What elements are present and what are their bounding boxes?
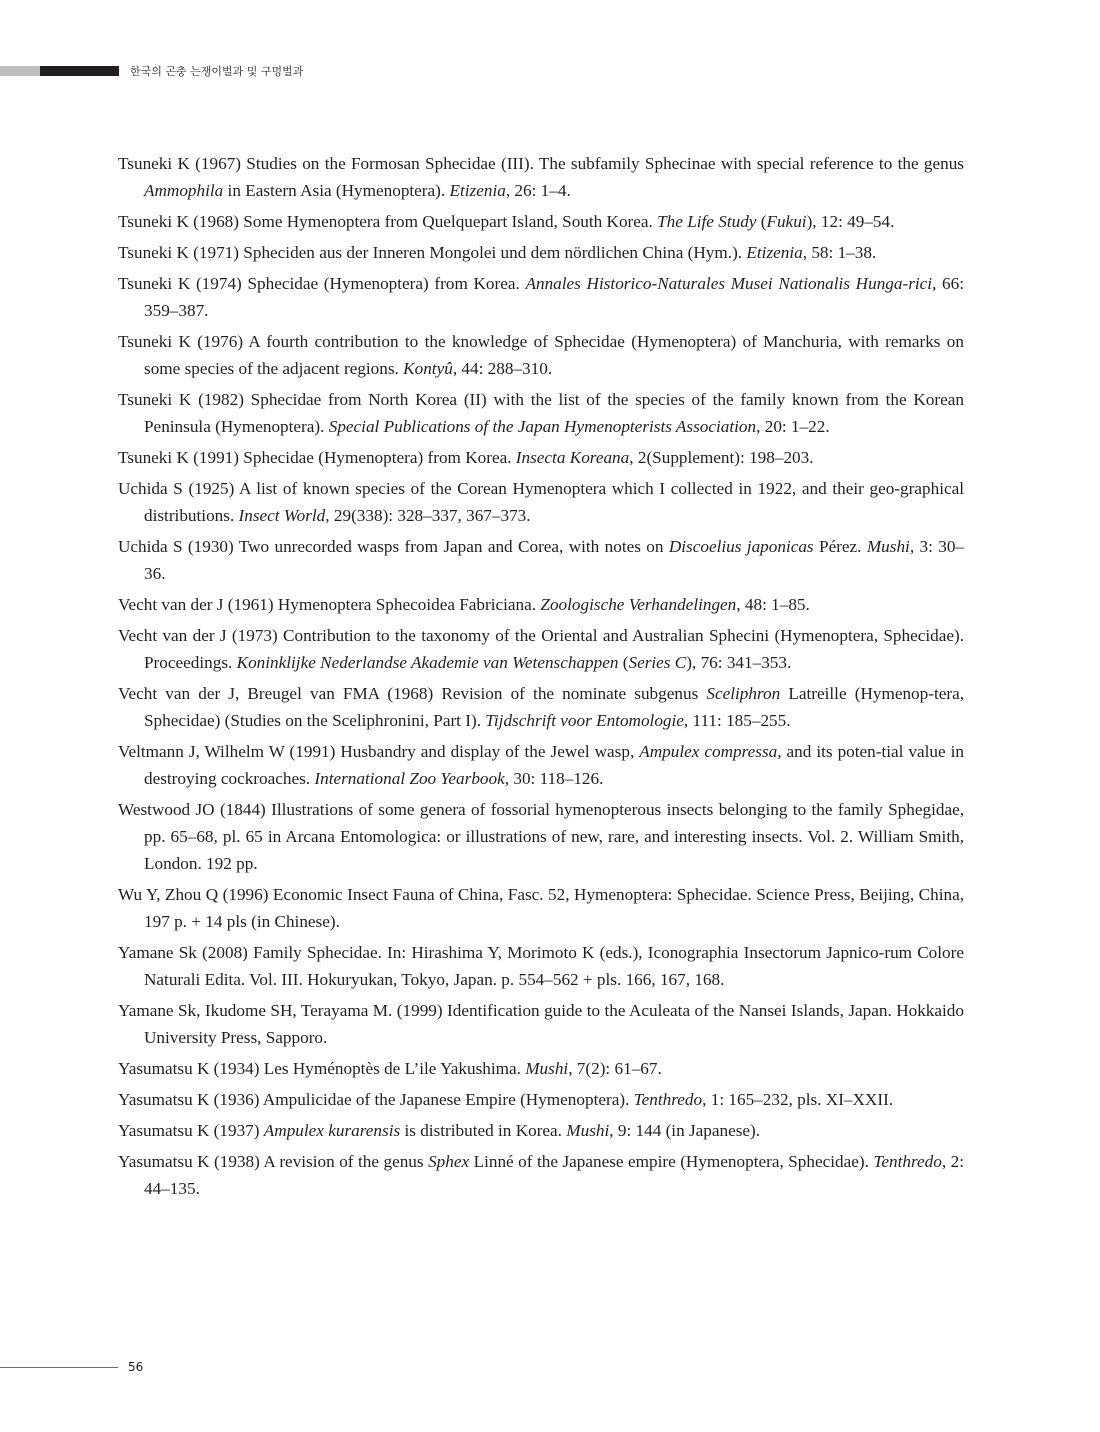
reference-entry: Uchida S (1930) Two unrecorded wasps from Japan and Corea, with notes on Discoelius japonicas Pérez. Mushi, 3: 30–36. bbox=[118, 537, 965, 583]
reference-entry: Yasumatsu K (1938) A revision of the genus Sphex Linné of the Japanese empire (Hymenoptera, Sphecidae). Tenthredo, 2: 44–135. bbox=[118, 1152, 964, 1198]
reference-entry: Tsuneki K (1976) A fourth contribution to the knowledge of Sphecidae (Hymenoptera) of Manchuria, with remarks on some species of the adjacent regions. Kontyû, 44: 288–310. bbox=[118, 332, 964, 378]
footer-rule bbox=[0, 1367, 118, 1368]
reference-entry: Vecht van der J (1973) Contribution to the taxonomy of the Oriental and Australian Sphecini (Hymenoptera, Sphecidae). Proceedings. Koninklijke Nederlandse Akademie van Wetenschappen (Series C), 76: 341–353. bbox=[118, 626, 964, 672]
reference-entry: Tsuneki K (1971) Spheciden aus der Inneren Mongolei und dem nördlichen China (Hym.). Etizenia, 58: 1–38. bbox=[118, 243, 877, 262]
reference-entry: Yamane Sk, Ikudome SH, Terayama M. (1999) Identification guide to the Aculeata of the Nansei Islands, Japan. Hokkaido University Press, Sapporo. bbox=[118, 1001, 964, 1047]
reference-entry: Yasumatsu K (1936) Ampulicidae of the Japanese Empire (Hymenoptera). Tenthredo, 1: 165–232, pls. XI–XXII. bbox=[118, 1090, 894, 1109]
reference-entry: Vecht van der J, Breugel van FMA (1968) Revision of the nominate subgenus Sceliphron Latreille (Hymenop-tera, Sphecidae) (Studies on the Sceliphronini, Part I). Tijdschrift voor Entomologie, 111: 185–255. bbox=[118, 684, 965, 730]
reference-entry: Vecht van der J (1961) Hymenoptera Sphecoidea Fabriciana. Zoologische Verhandelingen, 48: 1–85. bbox=[118, 595, 810, 614]
reference-entry: Tsuneki K (1967) Studies on the Formosan Sphecidae (III). The subfamily Sphecinae with special reference to the genus Ammophila in Eastern Asia (Hymenoptera). Etizenia, 26: 1–4. bbox=[118, 154, 964, 200]
reference-entry: Tsuneki K (1974) Sphecidae (Hymenoptera) from Korea. Annales Historico-Naturales Musei Nationalis Hunga-rici, 66: 359–387. bbox=[118, 274, 965, 320]
reference-entry: Yasumatsu K (1934) Les Hyménoptès de L’ile Yakushima. Mushi, 7(2): 61–67. bbox=[118, 1059, 662, 1078]
reference-entry: Tsuneki K (1968) Some Hymenoptera from Quelquepart Island, South Korea. The Life Study (Fukui), 12: 49–54. bbox=[118, 212, 895, 231]
reference-entry: Wu Y, Zhou Q (1996) Economic Insect Fauna of China, Fasc. 52, Hymenoptera: Sphecidae. Science Press, Beijing, China, 197 p. + 14 pls (in Chinese). bbox=[118, 885, 964, 931]
running-title: 한국의 곤충 는쟁이벌과 및 구멍벌과 bbox=[130, 65, 304, 78]
reference-entry: Tsuneki K (1982) Sphecidae from North Korea (II) with the list of the species of the family known from the Korean Peninsula (Hymenoptera). Special Publications of the Japan Hymenopterists Association, 20: 1–22. bbox=[118, 390, 964, 436]
reference-entry: Westwood JO (1844) Illustrations of some genera of fossorial hymenopterous insects belonging to the family Sphegidae, pp. 65–68, pl. 65 in Arcana Entomologica: or illustrations of new, rare, and interesting insects. Vol. 2. William Smith, London. 192 pp. bbox=[118, 800, 964, 873]
reference-list bbox=[118, 150, 964, 1206]
header-bar-light bbox=[0, 66, 40, 76]
reference-entry: Yamane Sk (2008) Family Sphecidae. In: Hirashima Y, Morimoto K (eds.), Iconographia Insectorum Japnico-rum Colore Naturali Edita. Vol. III. Hokuryukan, Tokyo, Japan. p. 554–562 + pls. 166, 167, 168. bbox=[118, 943, 964, 989]
reference-entry: Tsuneki K (1991) Sphecidae (Hymenoptera) from Korea. Insecta Koreana, 2(Supplement): 198–203. bbox=[118, 448, 814, 467]
reference-entry: Uchida S (1925) A list of known species of the Corean Hymenoptera which I collected in 1922, and their geo-graphical distributions. Insect World, 29(338): 328–337, 367–373. bbox=[118, 479, 964, 525]
reference-entry: Veltmann J, Wilhelm W (1991) Husbandry and display of the Jewel wasp, Ampulex compressa, and its poten-tial value in destroying cockroaches. International Zoo Yearbook, 30: 118–126. bbox=[118, 742, 964, 788]
page-number: 56 bbox=[128, 1360, 144, 1374]
header-bar-dark bbox=[40, 66, 119, 76]
running-header bbox=[0, 66, 400, 78]
reference-entry: Yasumatsu K (1937) Ampulex kurarensis is distributed in Korea. Mushi, 9: 144 (in Japanese). bbox=[118, 1121, 761, 1140]
